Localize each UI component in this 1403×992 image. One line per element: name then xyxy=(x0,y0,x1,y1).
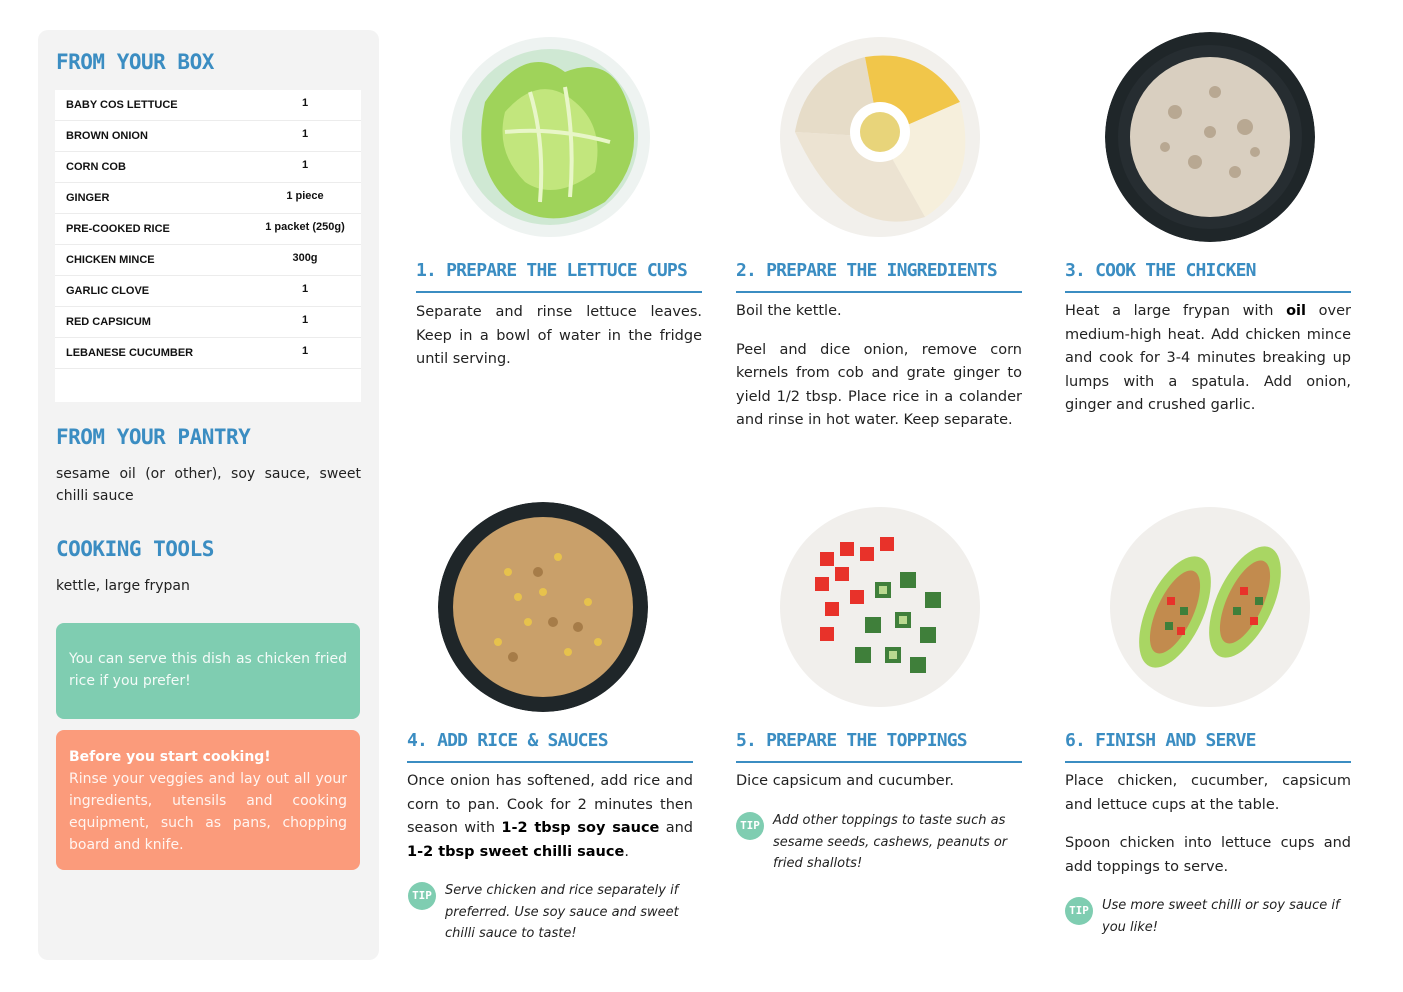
step-4-tip-text: Serve chicken and rice separately if preferred. Use soy sauce and sweet chilli sauce to taste! xyxy=(445,883,679,941)
ingredient-row xyxy=(55,121,361,152)
before-cooking-title: Before you start cooking! xyxy=(69,749,271,765)
step-6-paragraph: Spoon chicken into lettuce cups and add toppings to serve. xyxy=(1065,835,1351,875)
step-3-body xyxy=(1065,300,1351,433)
lettuce-cups-photo xyxy=(445,32,655,242)
step-5-paragraph: Dice capsicum and cucumber. xyxy=(736,773,954,789)
before-cooking-text: Rinse your veggies and lay out all your ingredients, utensils and cooking equipment, such as pans, chopping board and knife. xyxy=(69,771,347,853)
sidebar-panel xyxy=(38,30,379,960)
ingredient-name: BROWN ONION xyxy=(66,130,148,142)
step-1-title: 1. PREPARE THE LETTUCE CUPS xyxy=(416,260,687,281)
ingredient-qty: 1 piece xyxy=(286,190,324,202)
ingredient-name: CORN COB xyxy=(66,161,126,173)
ingredient-name: CHICKEN MINCE xyxy=(66,254,155,266)
tip-badge-icon: TIP xyxy=(408,882,436,910)
step-6-divider xyxy=(1065,761,1351,763)
from-your-box-heading: FROM YOUR BOX xyxy=(56,50,214,74)
step-2-paragraph: Peel and dice onion, remove corn kernels from cob and grate ginger to yield 1/2 tbsp. Place rice in a colander and rinse in hot water. Keep separate. xyxy=(736,341,1022,428)
ingredient-row xyxy=(55,152,361,183)
ingredient-row xyxy=(55,183,361,214)
cooking-tools-heading: COOKING TOOLS xyxy=(56,537,214,561)
step-5-body xyxy=(736,770,1022,809)
step-1-body xyxy=(416,301,702,387)
cooked-chicken-photo xyxy=(1105,32,1315,242)
step-2-divider xyxy=(736,291,1022,293)
ingredient-name: LEBANESE CUCUMBER xyxy=(66,347,194,359)
from-your-pantry-heading: FROM YOUR PANTRY xyxy=(56,425,251,449)
ingredient-qty: 1 xyxy=(301,159,309,171)
rice-and-sauces-photo xyxy=(438,502,648,712)
ingredient-name: RED CAPSICUM xyxy=(66,316,151,328)
step-6-title: 6. FINISH AND SERVE xyxy=(1065,730,1256,751)
tip-badge-icon: TIP xyxy=(736,812,764,840)
step-4-title: 4. ADD RICE & SAUCES xyxy=(407,730,608,751)
pantry-text: sesame oil (or other), soy sauce, sweet chilli sauce xyxy=(56,466,361,504)
step-4-paragraph: Once onion has softened, add rice and corn to pan. Cook for 2 minutes then season with 1-2 tbsp soy sauce and 1-2 tbsp sweet chilli sauce. xyxy=(407,773,694,860)
ingredient-row xyxy=(55,214,361,245)
serving-note-text: You can serve this dish as chicken fried rice if you prefer! xyxy=(69,651,347,689)
step-3-paragraph: Heat a large frypan with oil over medium-high heat. Add chicken mince and cook for 3-4 minutes breaking up lumps with a spatula. Add onion, ginger and crushed garlic. xyxy=(1065,303,1351,413)
serving-note xyxy=(56,623,360,719)
ingredient-qty: 1 xyxy=(301,345,309,357)
ingredient-name: BABY COS LETTUCE xyxy=(66,99,178,111)
ingredients-table xyxy=(55,90,361,402)
ingredient-qty: 1 xyxy=(301,97,309,109)
step-6-body xyxy=(1065,770,1351,894)
step-5-tip-text: Add other toppings to taste such as sesame seeds, cashews, peanuts or fried shallots! xyxy=(773,813,1008,871)
ingredient-row xyxy=(55,90,361,121)
step-3-divider xyxy=(1065,291,1351,293)
step-3-title: 3. COOK THE CHICKEN xyxy=(1065,260,1256,281)
ingredient-name: GINGER xyxy=(66,192,110,204)
ingredient-name: GARLIC CLOVE xyxy=(66,285,150,297)
ingredient-row xyxy=(55,276,361,307)
step-2-title: 2. PREPARE THE INGREDIENTS xyxy=(736,260,997,281)
ingredients-photo xyxy=(775,32,985,242)
finished-dish-photo xyxy=(1105,502,1315,712)
step-6-tip-text: Use more sweet chilli or soy sauce if you like! xyxy=(1102,898,1340,935)
step-5-title: 5. PREPARE THE TOPPINGS xyxy=(736,730,967,751)
step-4-body xyxy=(407,770,693,879)
toppings-photo xyxy=(775,502,985,712)
ingredient-row xyxy=(55,245,361,276)
step-5-divider xyxy=(736,761,1022,763)
step-4-divider xyxy=(407,761,693,763)
tip-badge-icon: TIP xyxy=(1065,897,1093,925)
ingredient-qty: 1 xyxy=(301,283,309,295)
ingredient-name: PRE-COOKED RICE xyxy=(66,223,170,235)
ingredient-row xyxy=(55,307,361,338)
ingredient-row xyxy=(55,338,361,369)
step-1-paragraph: Separate and rinse lettuce leaves. Keep in a bowl of water in the fridge until serving. xyxy=(416,304,702,367)
ingredient-qty: 300g xyxy=(292,252,318,264)
step-1-divider xyxy=(416,291,702,293)
step-6-paragraph: Place chicken, cucumber, capsicum and lettuce cups at the table. xyxy=(1065,773,1351,813)
tools-text: kettle, large frypan xyxy=(56,578,190,594)
ingredient-qty: 1 xyxy=(301,128,309,140)
step-2-body xyxy=(736,300,1022,448)
ingredient-qty: 1 xyxy=(301,314,309,326)
before-cooking-note xyxy=(56,730,360,870)
step-2-paragraph: Boil the kettle. xyxy=(736,303,842,319)
ingredient-qty: 1 packet (250g) xyxy=(265,221,345,233)
